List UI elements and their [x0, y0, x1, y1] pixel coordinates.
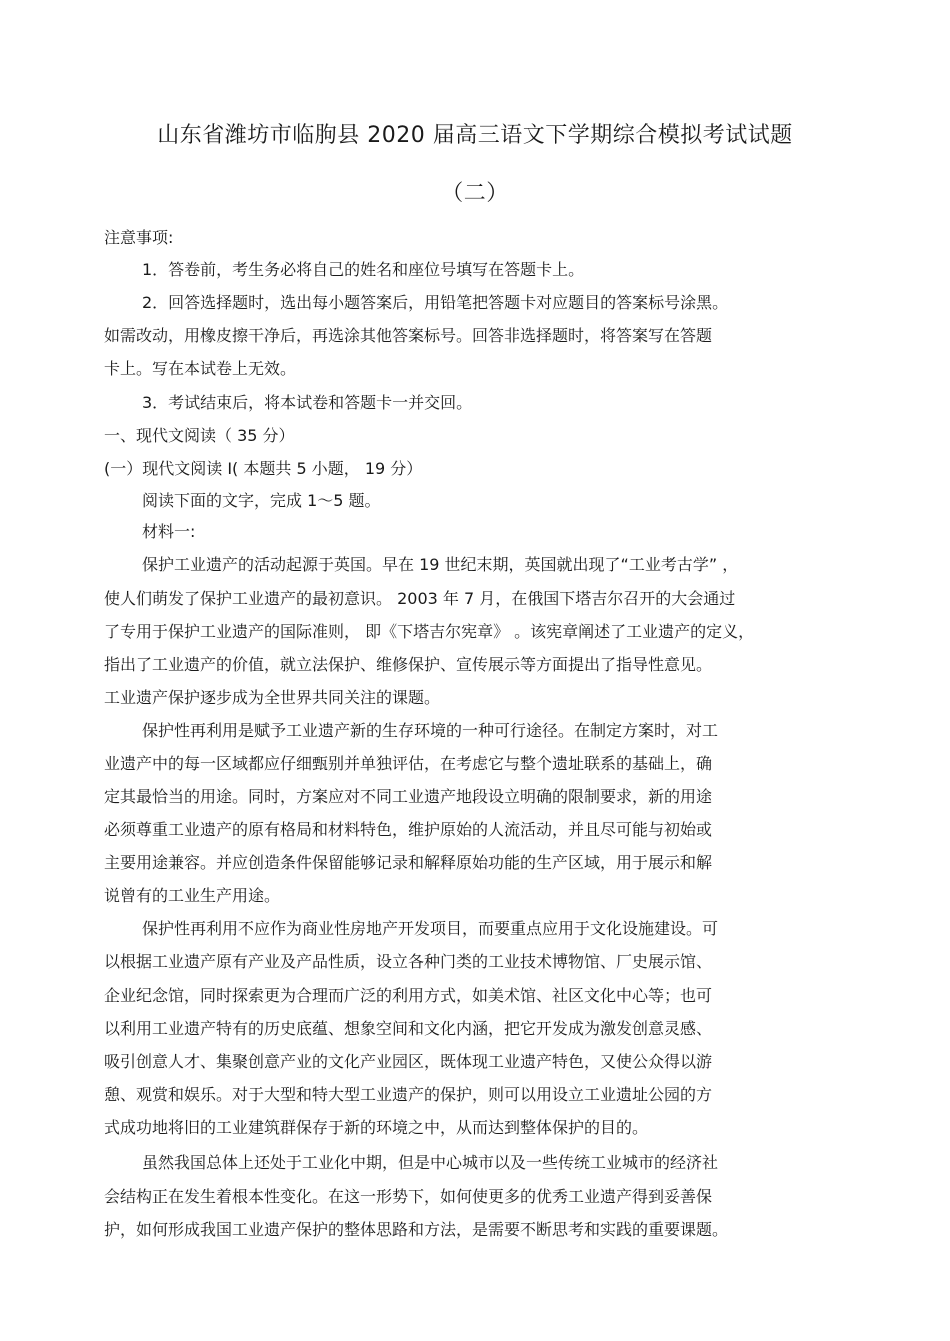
- paragraph-line: 说曾有的工业生产用途。: [104, 886, 281, 905]
- paragraph-line: 保护性再利用是赋予工业遗产新的生存环境的一种可行途径。在制定方案时，对工: [142, 721, 719, 740]
- notice-heading: 注意事项:: [104, 228, 174, 247]
- notice-item-2: 2．回答选择题时，选出每小题答案后，用铅笔把答题卡对应题目的答案标号涂黑。: [142, 293, 729, 312]
- paragraph-line: 憩、观赏和娱乐。对于大型和特大型工业遗产的保护，则可以用设立工业遗址公园的方: [104, 1085, 713, 1104]
- paragraph-line: 业遗产中的每一区域都应仔细甄别并单独评估，在考虑它与整个遗址联系的基础上，确: [104, 754, 713, 773]
- subsection-heading: (一）现代文阅读 Ⅰ( 本题共 5 小题， 19 分）: [104, 459, 423, 478]
- paragraph-line: 护，如何形成我国工业遗产保护的整体思路和方法，是需要不断思考和实践的重要课题。: [104, 1220, 729, 1239]
- notice-item-1: 1．答卷前，考生务必将自己的姓名和座位号填写在答题卡上。: [142, 260, 585, 279]
- paragraph-line: 主要用途兼容。并应创造条件保留能够记录和解释原始功能的生产区域，用于展示和解: [104, 853, 713, 872]
- paragraph-line: 会结构正在发生着根本性变化。在这一形势下，如何使更多的优秀工业遗产得到妥善保: [104, 1187, 713, 1206]
- document-title: 山东省潍坊市临朐县 2020 届高三语文下学期综合模拟考试试题: [157, 123, 793, 148]
- paragraph-line: 指出了工业遗产的价值，就立法保护、维修保护、宣传展示等方面提出了指导性意见。: [104, 655, 713, 674]
- paragraph-line: 了专用于保护工业遗产的国际准则， 即《下塔吉尔宪章》 。该宪章阐述了工业遗产的定义，: [104, 622, 755, 641]
- notice-item-3: 3．考试结束后，将本试卷和答题卡一并交回。: [142, 393, 473, 412]
- section-heading: 一、现代文阅读（ 35 分）: [104, 426, 295, 445]
- paragraph-line: 以根据工业遗产原有产业及产品性质，设立各种门类的工业技术博物馆、厂史展示馆、: [104, 952, 713, 971]
- paragraph-line: 保护工业遗产的活动起源于英国。早在 19 世纪末期，英国就出现了“工业考古学” ，: [142, 555, 739, 574]
- paragraph-line: 定其最恰当的用途。同时，方案应对不同工业遗产地段设立明确的限制要求，新的用途: [104, 787, 713, 806]
- paragraph-line: 吸引创意人才、集聚创意产业的文化产业园区，既体现工业遗产特色，又使公众得以游: [104, 1052, 713, 1071]
- paragraph-line: 工业遗产保护逐步成为全世界共同关注的课题。: [104, 688, 441, 707]
- paragraph-line: 式成功地将旧的工业建筑群保存于新的环境之中，从而达到整体保护的目的。: [104, 1118, 649, 1137]
- paragraph-line: 虽然我国总体上还处于工业化中期，但是中心城市以及一些传统工业城市的经济社: [142, 1153, 719, 1172]
- material-label: 材料一:: [142, 522, 196, 541]
- paragraph-line: 企业纪念馆，同时探索更为合理而广泛的利用方式，如美术馆、社区文化中心等；也可: [104, 986, 713, 1005]
- paragraph-line: 使人们萌发了保护工业遗产的最初意识。 2003 年 7 月，在俄国下塔吉尔召开的大会通过: [104, 589, 736, 608]
- notice-item-2-cont: 如需改动，用橡皮擦干净后，再选涂其他答案标号。回答非选择题时，将答案写在答题: [104, 326, 713, 345]
- paragraph-line: 以利用工业遗产特有的历史底蕴、想象空间和文化内涵，把它开发成为激发创意灵感、: [104, 1019, 713, 1038]
- notice-item-2-cont: 卡上。写在本试卷上无效。: [104, 359, 297, 378]
- document-subtitle: （二）: [441, 181, 509, 206]
- paragraph-line: 保护性再利用不应作为商业性房地产开发项目，而要重点应用于文化设施建设。可: [142, 919, 719, 938]
- reading-instruction: 阅读下面的文字，完成 1～5 题。: [142, 491, 381, 510]
- paragraph-line: 必须尊重工业遗产的原有格局和材料特色，维护原始的人流活动，并且尽可能与初始或: [104, 820, 713, 839]
